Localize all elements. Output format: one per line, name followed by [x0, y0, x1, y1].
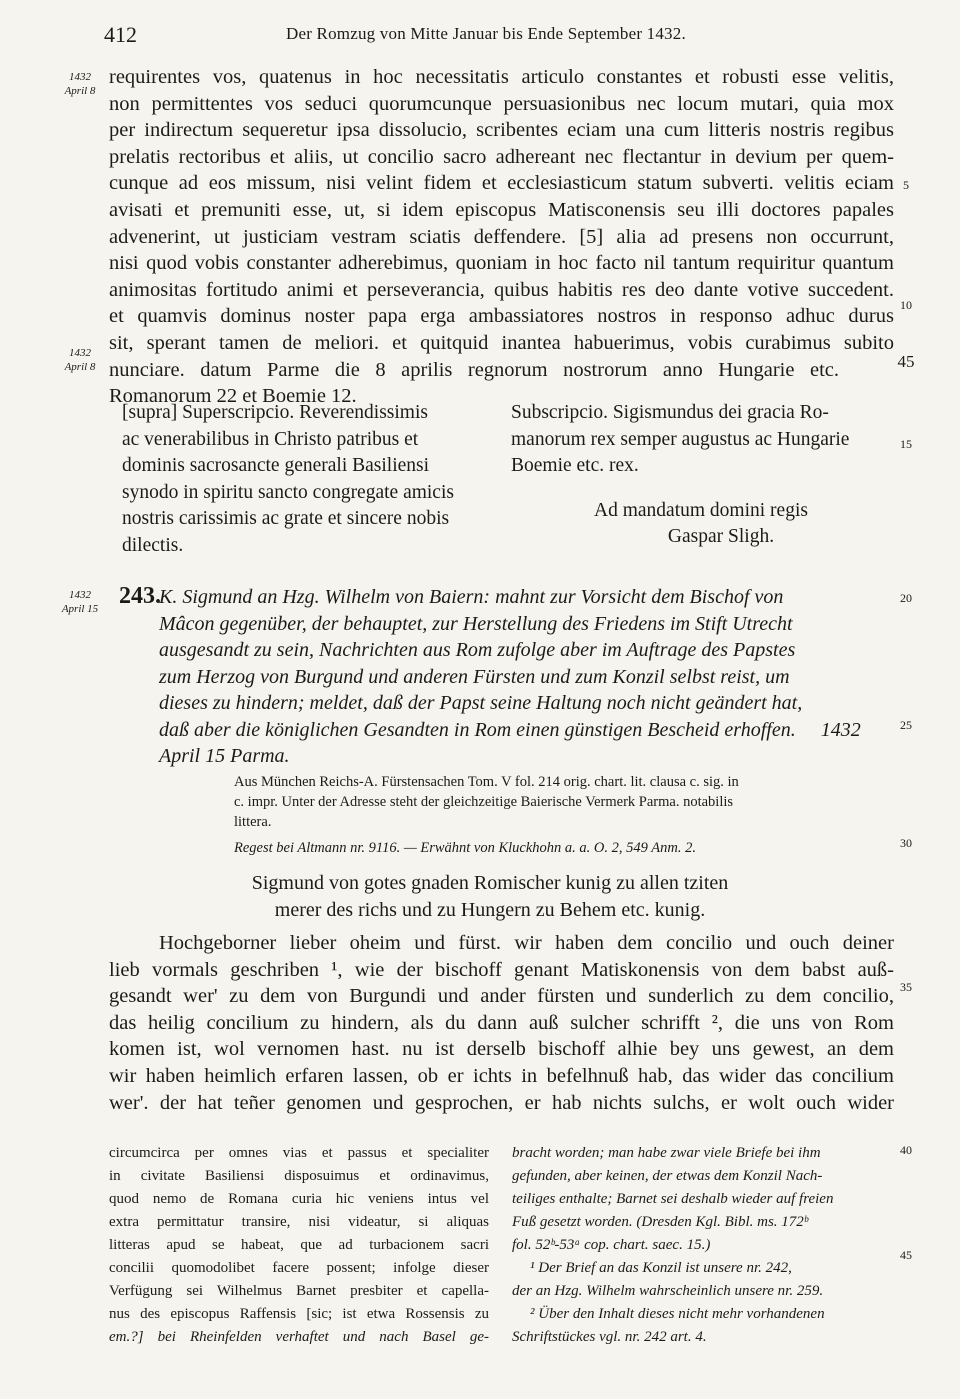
footnote-line: in civitate Basiliensi disposuimus et ordinavimus, — [109, 1168, 489, 1184]
text-line: animositas fortitudo animi et perseverancia, quibus habitis res deo dante votive succedent. — [109, 278, 894, 301]
footnote-line: Schriftstückes vgl. nr. 242 art. 4. — [512, 1329, 707, 1345]
line-number: 45 — [900, 1248, 912, 1262]
text-line: wir haben heimlich erfaren lassen, ob er ichts in befelhnuß hab, das wider das concilium — [109, 1064, 894, 1087]
text-line: K. Sigmund an Hzg. Wilhelm von Baiern: mahnt zur Vorsicht dem Bischof von — [159, 586, 784, 608]
regest-year: 1432 — [820, 718, 861, 741]
text-line: Sigmund von gotes gnaden Romischer kunig zu allen tziten — [251, 872, 729, 894]
line-number: 15 — [900, 437, 912, 451]
subscription — [511, 400, 891, 551]
regest — [159, 584, 891, 770]
text-line: [supra] Superscripcio. Reverendissimis — [122, 402, 428, 423]
page-number: 412 — [104, 22, 137, 47]
margin-date — [58, 70, 102, 98]
text-line: ausgesandt zu sein, Nachrichten aus Rom zufolge aber im Auftrage des Papstes — [159, 639, 796, 661]
footnotes-left — [109, 1142, 489, 1349]
text-line: non permittentes vos seduci quorumcunque persuasionibus nec locum mutari, quia mox — [109, 92, 894, 115]
text-line: per indirectum sequeretur ipsa dissolucio, scribentes eciam una cum litteris nostris regibus — [109, 119, 894, 142]
text-line: dominis sacrosancte generali Basiliensi — [122, 455, 430, 477]
margin-date — [58, 588, 102, 616]
margin-day: April 15 — [61, 603, 99, 615]
footnote-line: bracht worden; man habe zwar viele Briefe bei ihm — [512, 1145, 821, 1161]
text-line: avisati et premuniti esse, ut, si idem episcopus Matisconensis seu illi doctores papales — [109, 198, 894, 221]
text-line: synodo in spiritu sancto congregate amicis — [122, 481, 454, 503]
footnote-line: nus des episcopus Raffensis [sic; ist etwa Rossensis zu — [109, 1306, 489, 1322]
text-line: advenerint, ut justiciam vestram sciatis deffendere. [5] alia ad presens non occurrunt, — [109, 225, 894, 248]
text-line: dieses zu hindern; meldet, daß der Papst seine Haltung noch nicht geändert hat, — [159, 692, 803, 714]
text-line: April 15 Parma. — [159, 745, 290, 767]
line-number: 25 — [900, 718, 912, 732]
footnote-line: circumcirca per omnes vias et passus et specialiter — [109, 1145, 489, 1161]
line-number: 10 — [900, 298, 912, 312]
footnote-line: Fuß gesetzt worden. (Dresden Kgl. Bibl. ms. 172ᵇ — [512, 1214, 808, 1230]
text-line: Subscripcio. Sigismundus dei gracia Ro- — [511, 402, 829, 423]
line-number: 30 — [900, 836, 912, 850]
regest-text: daß aber die königlichen Gesandten in Rom einen günstigen Bescheid erhoffen. — [159, 718, 796, 741]
mandate-line: Ad mandatum domini regis — [594, 499, 808, 521]
document-number: 243. — [119, 583, 161, 609]
text-line: sit, sperant tamen de meliori. et quitquid inantea habuerimus, vobis curabimus subito — [109, 331, 894, 354]
text-line: Aus München Reichs-A. Fürstensachen Tom. V fol. 214 orig. chart. lit. clausa c. sig. in — [234, 774, 739, 790]
text-line: Romanorum 22 et Boemie 12. — [109, 385, 357, 408]
text-line: merer des richs und zu Hungern zu Behem etc. kunig. — [274, 899, 706, 921]
line-number: 20 — [900, 591, 912, 605]
letter-body-german — [109, 930, 894, 1116]
text-line — [159, 717, 891, 744]
text-line: et quamvis dominus noster papa erga ambassiatores nostros in responso adhuc durus — [109, 305, 894, 328]
line-number: 40 — [900, 1143, 912, 1157]
margin-year: 1432 — [69, 71, 91, 83]
text-line: ac venerabilibus in Christo patribus et — [122, 428, 419, 450]
footnote-line: extra permittatur transire, nisi videatur, si aliquas — [109, 1214, 489, 1230]
margin-year: 1432 — [69, 589, 91, 601]
footnote-line: ² Über den Inhalt dieses nicht mehr vorhandenen — [530, 1306, 825, 1322]
text-line: Boemie etc. rex. — [511, 455, 639, 477]
text-line: nisi quod vobis constanter adherebimus, quoniam in hoc facto nil tantum requiritur quantum — [109, 252, 894, 275]
margin-day: April 8 — [64, 85, 96, 97]
text-line: nunciare. datum Parme die 8 aprilis regnorum nostrorum anno Hungarie etc. — [109, 358, 839, 381]
text-line: lieb vormals geschriben ¹, wie der bischoff genant Matiskonensis von dem babst auß- — [109, 958, 894, 981]
mandate-line: Gaspar Sligh. — [667, 526, 775, 548]
text-line: Regest bei Altmann nr. 9116. — Erwähnt von Kluckhohn a. a. O. 2, 549 Anm. 2. — [234, 840, 696, 856]
line-number: 5 — [903, 178, 909, 192]
running-title: Der Romzug von Mitte Januar bis Ende September 1432. — [286, 24, 686, 43]
text-line: wer'. der hat teñer genomen und gesprochen, er hab nichts sulchs, er wolt ouch wider — [109, 1091, 894, 1114]
source-notes — [234, 772, 890, 858]
footnote-line: gefunden, aber keinen, der etwas dem Konzil Nach- — [512, 1168, 823, 1184]
text-line: komen ist, wol vernomen hast. nu ist derselb bischoff alhie bey uns gewest, an dem — [109, 1038, 894, 1061]
text-line: cunque ad eos missum, nisi velint fidem et ecclesiasticum statum subverti. velitis eciam — [109, 172, 894, 195]
letter-text — [109, 64, 894, 410]
footnote-line: em.?] bei Rheinfelden verhaftet und nach Basel ge- — [109, 1329, 489, 1345]
superscription — [122, 400, 489, 560]
line-number: 45 — [897, 352, 915, 371]
footnote-line: concilii quomodolibet facere possent; infolge dieser — [109, 1260, 489, 1276]
footnotes-right — [512, 1142, 892, 1349]
footnote-line: Verfügung sei Wilhelmus Barnet presbiter et capella- — [109, 1283, 489, 1299]
text-line: Hochgeborner lieber oheim und fürst. wir haben dem concilio und ouch deiner — [159, 932, 894, 954]
footnote-line: ¹ Der Brief an das Konzil ist unsere nr. 242, — [530, 1260, 792, 1276]
footnote-line: litteras apud se habeat, que ad turbacionem sacri — [109, 1237, 489, 1253]
footnote-line: teiliges enthalte; Barnet sei deshalb wieder auf freien — [512, 1191, 834, 1207]
text-line: Mâcon gegenüber, der behauptet, zur Herstellung des Friedens im Stift Utrecht — [159, 612, 793, 635]
text-line: zum Herzog von Burgund und anderen Fürsten und zum Konzil selbst reist, um — [159, 665, 790, 688]
margin-date — [58, 346, 102, 374]
footnote-line: fol. 52ᵇ-53ᵃ cop. chart. saec. 15.) — [512, 1237, 711, 1253]
footnote-line: quod nemo de Romana curia hic veniens intus vel — [109, 1191, 489, 1207]
address — [160, 870, 820, 924]
line-number: 35 — [900, 980, 912, 994]
text-line: das heilig concilium zu hindern, als du dann auß sulcher schrifft ², die uns von Rom — [109, 1011, 894, 1034]
text-line: prelatis rectoribus et aliis, ut concilio sacro adhereant nec flectantur in devium per quem- — [109, 145, 894, 168]
text-line: requirentes vos, quatenus in hoc necessitatis articulo constantes et robusti esse velitis, — [109, 66, 894, 88]
text-line: nostris carissimis ac grate et sincere nobis — [122, 508, 450, 530]
text-line: dilectis. — [122, 534, 184, 556]
text-line: manorum rex semper augustus ac Hungarie — [511, 428, 850, 450]
text-line: littera. — [234, 814, 272, 830]
margin-year: 1432 — [69, 347, 91, 359]
margin-day: April 8 — [64, 361, 96, 373]
footnote-line: der an Hzg. Wilhelm wahrscheinlich unsere nr. 259. — [512, 1283, 824, 1299]
text-line: c. impr. Unter der Adresse steht der gleichzeitige Baierische Vermerk Parma. notabilis — [234, 794, 734, 810]
text-line: gesandt wer' zu dem von Burgundi und ander fürsten und sunderlich zu dem concilio, — [109, 985, 894, 1008]
